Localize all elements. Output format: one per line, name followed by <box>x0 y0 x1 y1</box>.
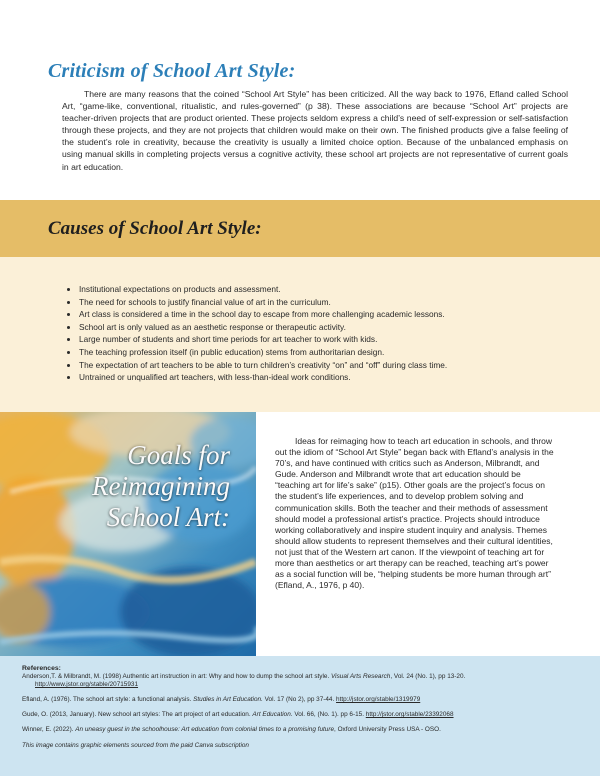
reference-text: , Oxford University Press USA - OSO. <box>334 726 441 734</box>
references-section <box>0 656 600 776</box>
references-heading: References: <box>22 665 61 672</box>
reference-text: Gude, O. (2013, January). New school art styles: The art project of art education. <box>22 711 253 719</box>
list-item: • Untrained or unqualified art teachers, with less-than-ideal work conditions. <box>79 371 579 384</box>
criticism-section <box>0 0 600 200</box>
criticism-paragraph: There are many reasons that the coined “School Art Style” has been criticized. All the way back to 1976, Efland called School Art, “game-like, conventional, ritualistic, and rules-governed” (p 38). These associations are because “School Art” projects are teacher-driven projects that are product oriented. These projects seldom express a child’s need of self-expression or self-satisfaction through these projects, and they are not projects that children would make on their own. The finished products give a false feeling of the student’s role in creativity, because the creativity is usually a limited choice option. Because of the unbalanced emphasis on using manual skills in completing projects versus a cognitive activity, these school art projects are not representative of current goals in art education. <box>62 89 568 172</box>
reference-link[interactable]: http://jstor.org/stable/1319979 <box>336 696 421 704</box>
list-item: • Institutional expectations on products and assessment. <box>79 283 579 296</box>
goals-heading <box>10 440 230 533</box>
reference-title: Art Education. <box>252 711 293 719</box>
reference-title: Visual Arts Research <box>331 673 391 681</box>
image-credit: This image contains graphic elements sourced from the paid Canva subscription <box>22 741 249 749</box>
painted-artwork-image <box>0 412 256 656</box>
goals-heading-line: Reimagining <box>92 471 230 501</box>
reference-text: Efland, A. (1976). The school art style: a functional analysis. <box>22 696 194 704</box>
reference-text: , Vol. 24 (No. 1), pp 13-20. <box>390 673 466 681</box>
list-item: • The need for schools to justify financial value of art in the curriculum. <box>79 296 579 309</box>
list-item: • The expectation of art teachers to be able to turn children’s creativity “on” and “off” during class time. <box>79 359 579 372</box>
reference-item <box>22 673 582 689</box>
causes-heading: Causes of School Art Style: <box>48 218 262 239</box>
reference-title: An uneasy guest in the schoolhouse: Art education from colonial times to a promising future <box>75 726 335 734</box>
causes-list <box>62 283 579 384</box>
reference-link[interactable]: http://jstor.org/stable/23392068 <box>365 711 454 719</box>
reference-link[interactable]: http://www.jstor.org/stable/20715931 <box>35 681 139 689</box>
list-item: • The teaching profession itself (in public education) stems from authoritarian design. <box>79 346 579 359</box>
goals-paragraph: Ideas for reimaging how to teach art education in schools, and throw out the idiom of “School Art Style” began back with Efland’s analysis in the 70’s, and have continued with critics such as Anderson, Milbrandt, and Gude. Anderson and Milbrandt wrote that art education should be “teaching art for life’s sake” (p15). Other goals are the project’s focus on the student’s life experiences, and to develop problem solving and communication skills. Both the teacher and their methods of assessment should model a professional artist’s practice. Projects should introduce working collaboratively and inspire student inquiry and analysis. Themes should allow students to represent themselves and their cultural identities, not just that of the Western art canon. If the viewpoint of teaching art for more than aesthetics or art therapy can be reached, teaching art’s power as a social function will be, “helping students be more human through art” (Efland, A., 1976, p 40). <box>275 436 554 591</box>
reference-text: Vol. 66, (No. 1). pp 6-15. <box>292 711 366 719</box>
goals-heading-line: School Art: <box>106 502 230 532</box>
reference-item <box>22 696 582 704</box>
list-item: • Large number of students and short time periods for art teacher to work with kids. <box>79 333 579 346</box>
reference-title: Studies in Art Education. <box>193 696 263 704</box>
criticism-heading: Criticism of School Art Style: <box>48 60 296 82</box>
reference-item <box>22 726 582 734</box>
reference-item <box>22 711 582 719</box>
list-item: • School art is only valued as an aesthetic response or therapeutic activity. <box>79 321 579 334</box>
list-item: • Art class is considered a time in the school day to escape from more challenging academic lessons. <box>79 308 579 321</box>
reference-text: Winner, E. (2022). <box>22 726 76 734</box>
reference-text: Anderson,T. & Milbrandt, M. (1998) Authentic art instruction in art: Why and how to dump the school art style. <box>22 673 332 681</box>
goals-heading-line: Goals for <box>127 440 230 470</box>
reference-text: Vol. 17 (No 2), pp 37-44. <box>262 696 337 704</box>
